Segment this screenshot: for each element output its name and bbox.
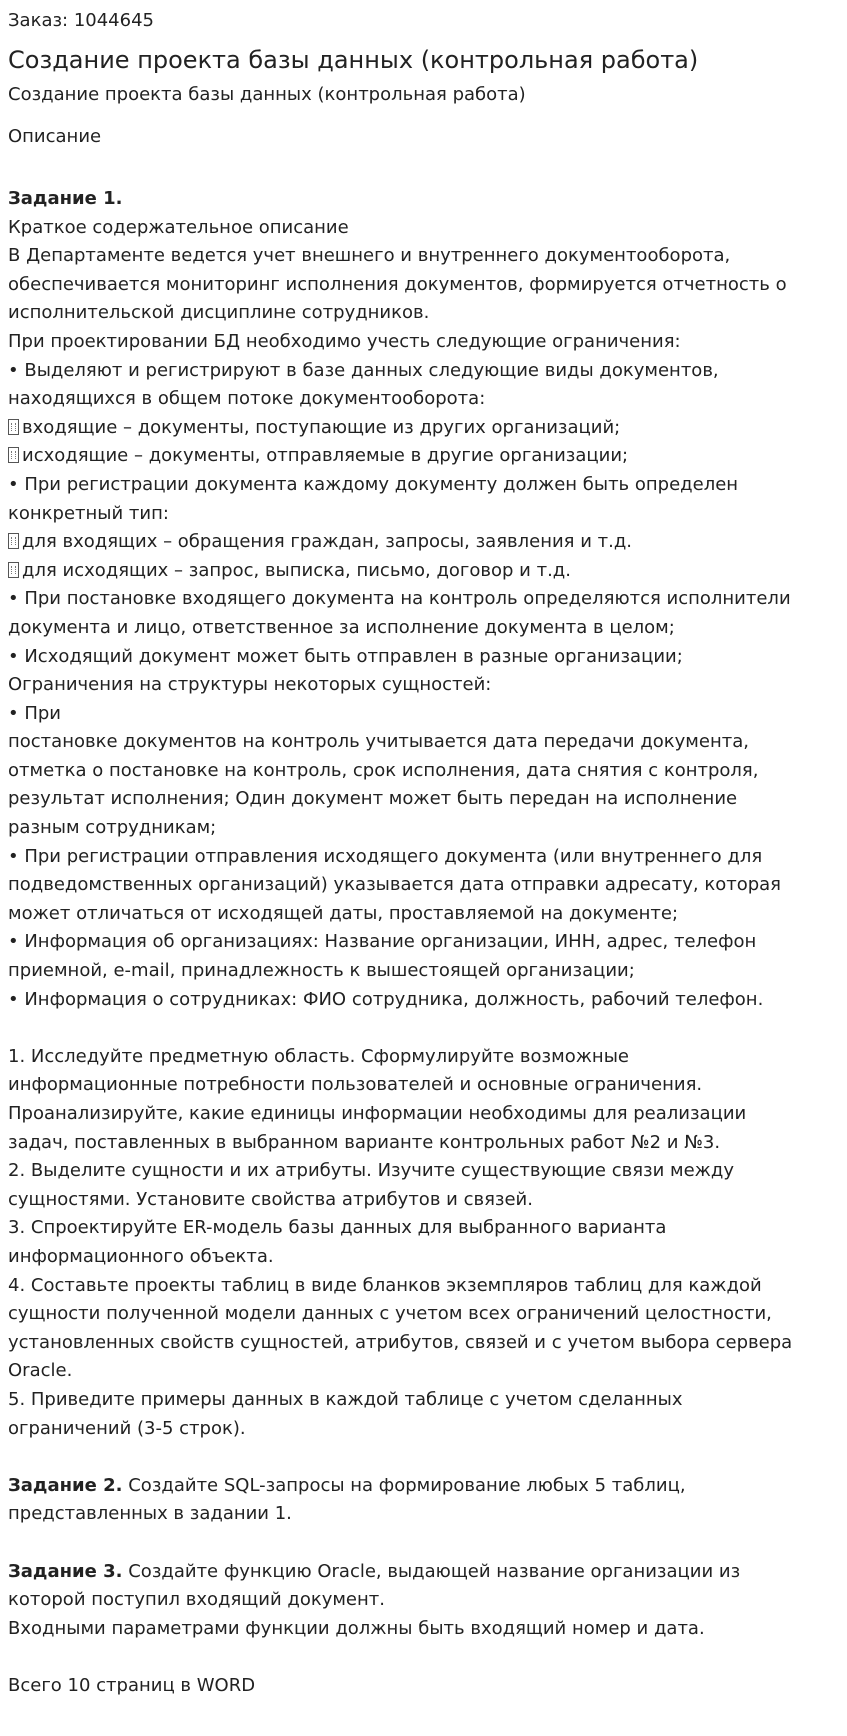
task-1-line: В Департаменте ведется учет внешнего и внутреннего документооборота, <box>8 245 731 267</box>
task-1-line: результат исполнения; Один документ может быть передан на исполнение <box>8 788 738 810</box>
task-1-line: документа и лицо, ответственное за исполнение документа в целом; <box>8 616 675 638</box>
task-1-line: конкретный тип: <box>8 502 169 524</box>
task-1-line: • Информация о сотрудниках: ФИО сотрудника, должность, рабочий телефон. <box>8 988 764 1010</box>
task-1-step-line: сущностями. Установите свойства атрибутов и связей. <box>8 1188 533 1210</box>
task-2-line: представленных в задании 1. <box>8 1503 292 1525</box>
missing-glyph-icon <box>8 419 19 435</box>
missing-glyph-icon <box>8 533 19 549</box>
task-1-step-line: ограничений (3-5 строк). <box>8 1417 246 1439</box>
page-count-footer: Всего 10 страниц в WORD <box>8 1674 256 1696</box>
task-1-line: приемной, e-mail, принадлежность к вышестоящей организации; <box>8 960 635 982</box>
missing-glyph-icon <box>8 447 19 463</box>
task-1-step-line: задач, поставленных в выбранном варианте контрольных работ №2 и №3. <box>8 1131 721 1153</box>
order-number: Заказ: 1044645 <box>8 10 154 31</box>
task-1-line: • При регистрации отправления исходящего документа (или внутреннего для <box>8 845 763 867</box>
task-1-line: • Информация об организациях: Название организации, ИНН, адрес, телефон <box>8 931 757 953</box>
task-2-line: Задание 2. Создайте SQL-запросы на формирование любых 5 таблиц, <box>8 1474 686 1496</box>
task-1-step-line: 4. Составьте проекты таблиц в виде бланков экземпляров таблиц для каждой <box>8 1274 762 1296</box>
task-1-line: • При <box>8 702 61 724</box>
task-1-line: находящихся в общем потоке документооборота: <box>8 388 486 410</box>
task-1-step-line: информационные потребности пользователей и основные ограничения. <box>8 1074 703 1096</box>
task-2-heading: Задание 2. <box>8 1474 123 1496</box>
task-1-heading: Задание 1. <box>8 188 123 209</box>
task-1-step-line: сущности полученной модели данных с учетом всех ограничений целостности, <box>8 1303 772 1325</box>
task-1-line: разным сотрудникам; <box>8 817 217 839</box>
spacer <box>8 1643 843 1672</box>
task-1-step-line: Проанализируйте, какие единицы информации необходимы для реализации <box>8 1103 747 1124</box>
task-1-line: обеспечивается мониторинг исполнения документов, формируется отчетность о <box>8 273 787 295</box>
task-1-line: исполнительской дисциплине сотрудников. <box>8 302 430 324</box>
spacer <box>8 1014 843 1043</box>
task-1-step-line: 3. Спроектируйте ER-модель базы данных для выбранного варианта <box>8 1217 667 1239</box>
missing-glyph-icon <box>8 562 19 578</box>
task-1-line: При проектировании БД необходимо учесть следующие ограничения: <box>8 330 681 352</box>
task-1-step-line: информационного объекта. <box>8 1245 274 1267</box>
task-1-block <box>8 185 843 1700</box>
task-3-line: Задание 3. Создайте функцию Oracle, выдающей название организации из <box>8 1560 741 1582</box>
spacer <box>8 1529 843 1558</box>
task-1-subitem: входящие – документы, поступающие из других организаций; <box>8 414 843 443</box>
task-1-line: • Исходящий документ может быть отправлен в разные организации; <box>8 645 683 667</box>
task-1-subitem: исходящие – документы, отправляемые в другие организации; <box>8 442 843 471</box>
task-1-subitem: для входящих – обращения граждан, запросы, заявления и т.д. <box>8 528 843 557</box>
task-1-line: • При регистрации документа каждому документу должен быть определен <box>8 473 739 495</box>
task-1-line: • Выделяют и регистрируют в базе данных следующие виды документов, <box>8 359 719 381</box>
task-1-line: может отличаться от исходящей даты, проставляемой на документе; <box>8 902 679 924</box>
task-1-subitem: для исходящих – запрос, выписка, письмо, договор и т.д. <box>8 557 843 586</box>
task-1-line: Ограничения на структуры некоторых сущностей: <box>8 674 492 696</box>
task-1-step-line: 5. Приведите примеры данных в каждой таблице с учетом сделанных <box>8 1388 683 1410</box>
task-1-step-line: 1. Исследуйте предметную область. Сформулируйте возможные <box>8 1045 629 1067</box>
task-1-line: подведомственных организаций) указывается дата отправки адресату, которая <box>8 874 781 896</box>
task-3-line: которой поступил входящий документ. <box>8 1589 385 1611</box>
task-1-line: • При постановке входящего документа на контроль определяются исполнители <box>8 588 791 610</box>
task-1-step-line: установленных свойств сущностей, атрибутов, связей и с учетом выбора сервера <box>8 1331 793 1353</box>
task-1-line: отметка о постановке на контроль, срок исполнения, дата снятия с контроля, <box>8 759 759 781</box>
task-1-line: постановке документов на контроль учитывается дата передачи документа, <box>8 731 749 753</box>
task-3-line: Входными параметрами функции должны быть входящий номер и дата. <box>8 1617 705 1639</box>
task-1-step-line: Oracle. <box>8 1360 73 1382</box>
task-1-line: Краткое содержательное описание <box>8 216 349 238</box>
page-title: Создание проекта базы данных (контрольная работа) <box>8 46 699 74</box>
description-label: Описание <box>8 126 102 147</box>
page-subtitle: Создание проекта базы данных (контрольная работа) <box>8 84 526 105</box>
spacer <box>8 1443 843 1472</box>
task-1-step-line: 2. Выделите сущности и их атрибуты. Изучите существующие связи между <box>8 1160 734 1182</box>
task-3-heading: Задание 3. <box>8 1560 123 1582</box>
